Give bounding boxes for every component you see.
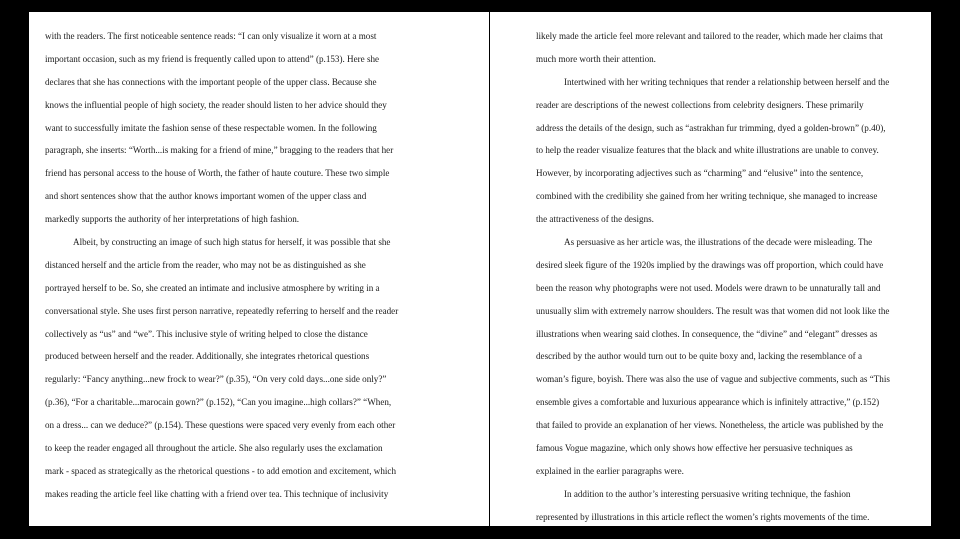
text-line: the attractiveness of the designs.	[536, 214, 654, 225]
text-line: with the readers. The first noticeable sentence reads: “I can only visualize it worn at a most	[45, 31, 377, 41]
left-page-text	[45, 25, 398, 506]
text-line: makes reading the article feel like chatting with a friend over tea. This technique of inclusivity	[45, 488, 389, 499]
text-line: much more worth their attention.	[536, 53, 656, 64]
text-line: explained in the earlier paragraphs were.	[536, 465, 684, 476]
text-line: want to successfully imitate the fashion sense of these respectable women. In the following	[45, 122, 377, 133]
text-line: declares that she has connections with the important people of the upper class. Because she	[45, 76, 377, 87]
paragraph-start-line: Intertwined with her writing techniques that render a relationship between herself and the	[564, 76, 890, 87]
text-line: reader are descriptions of the newest collections from celebrity designers. These primarily	[536, 99, 864, 110]
text-line: However, by incorporating adjectives such as “charming” and “elusive” into the sentence,	[536, 168, 864, 179]
text-line: address the details of the design, such as “astrakhan fur trimming, dyed a golden-brown” (p.40),	[536, 122, 886, 133]
text-line: and short sentences show that the author knows important women of the upper class and	[45, 191, 367, 202]
text-line: conversational style. She uses first person narrative, repeatedly referring to herself and the reader	[45, 305, 399, 316]
text-line: friend has personal access to the house of Worth, the father of haute couture. These two simple	[45, 168, 390, 179]
text-line: likely made the article feel more relevant and tailored to the reader, which made her claims that	[536, 31, 883, 41]
text-line: described by the author would turn out to be quite boxy and, lacking the resemblance of a	[536, 351, 863, 362]
text-line: on a dress... can we deduce?” (p.154). These questions were spaced very evenly from each other	[45, 420, 396, 431]
text-line: represented by illustrations in this article reflect the women’s rights movements of the time.	[536, 511, 870, 522]
text-line: to keep the reader engaged all throughout the article. She also regularly uses the exclamation	[45, 443, 383, 454]
text-line: woman’s figure, boyish. There was also the use of vague and subjective comments, such as “This	[536, 374, 890, 385]
text-line: markedly supports the authority of her interpretations of high fashion.	[45, 214, 300, 225]
right-page	[490, 12, 931, 526]
paragraph-start-line: Albeit, by constructing an image of such high status for herself, it was possible that she	[73, 237, 391, 248]
text-line: (p.36), “For a charitable...marocain gown?” (p.152), “Can you imagine...high collars?” “When,	[45, 397, 392, 408]
text-line: mark - spaced as strategically as the rhetorical questions - to add emotion and excitement, which	[45, 465, 397, 476]
text-line: desired sleek figure of the 1920s implied by the drawings was off proportion, which could have	[536, 259, 884, 270]
text-line: ensemble gives a comfortable and luxurious appearance which is infinitely attractive,” (p.152)	[536, 397, 880, 408]
text-line: distanced herself and the article from the reader, who may not be as distinguished as she	[45, 259, 366, 270]
right-page-text	[536, 25, 890, 526]
paragraph-start-line: In addition to the author’s interesting persuasive writing technique, the fashion	[564, 488, 851, 499]
text-line: that failed to provide an explanation of her views. Nonetheless, the article was published by the	[536, 420, 884, 431]
text-line: collectively as “us” and “we”. This inclusive style of writing helped to close the distance	[45, 328, 368, 339]
left-page	[29, 12, 489, 526]
paragraph-start-line: As persuasive as her article was, the illustrations of the decade were misleading. The	[564, 237, 873, 248]
text-line: produced between herself and the reader. Additionally, she integrates rhetorical questions	[45, 351, 370, 362]
text-line: combined with the credibility she gained from her writing technique, she managed to increase	[536, 191, 878, 202]
text-line: famous Vogue magazine, which only shows how effective her persuasive techniques as	[536, 443, 853, 454]
text-line: paragraph, she inserts: “Worth...is making for a friend of mine,” bragging to the readers that her	[45, 145, 394, 156]
text-line: to help the reader visualize features that the black and white illustrations are unable to convey.	[536, 145, 879, 156]
text-line: unusually slim with extremely narrow shoulders. The result was that women did not look like the	[536, 305, 890, 316]
text-line: illustrations when wearing said clothes. In consequence, the “divine” and “elegant” dresses as	[536, 328, 878, 339]
text-line: regularly: “Fancy anything...new frock to wear?” (p.35), “On very cold days...one side only?”	[45, 374, 387, 385]
text-line: been the reason why photographs were not used. Models were drawn to be unnaturally tall and	[536, 282, 881, 293]
text-line: important occasion, such as my friend is frequently called upon to attend” (p.153). Here she	[45, 53, 380, 64]
text-line: knows the influential people of high society, the reader should listen to her advice should they	[45, 99, 387, 110]
text-line: portrayed herself to be. So, she created an intimate and inclusive atmosphere by writing in a	[45, 282, 380, 293]
